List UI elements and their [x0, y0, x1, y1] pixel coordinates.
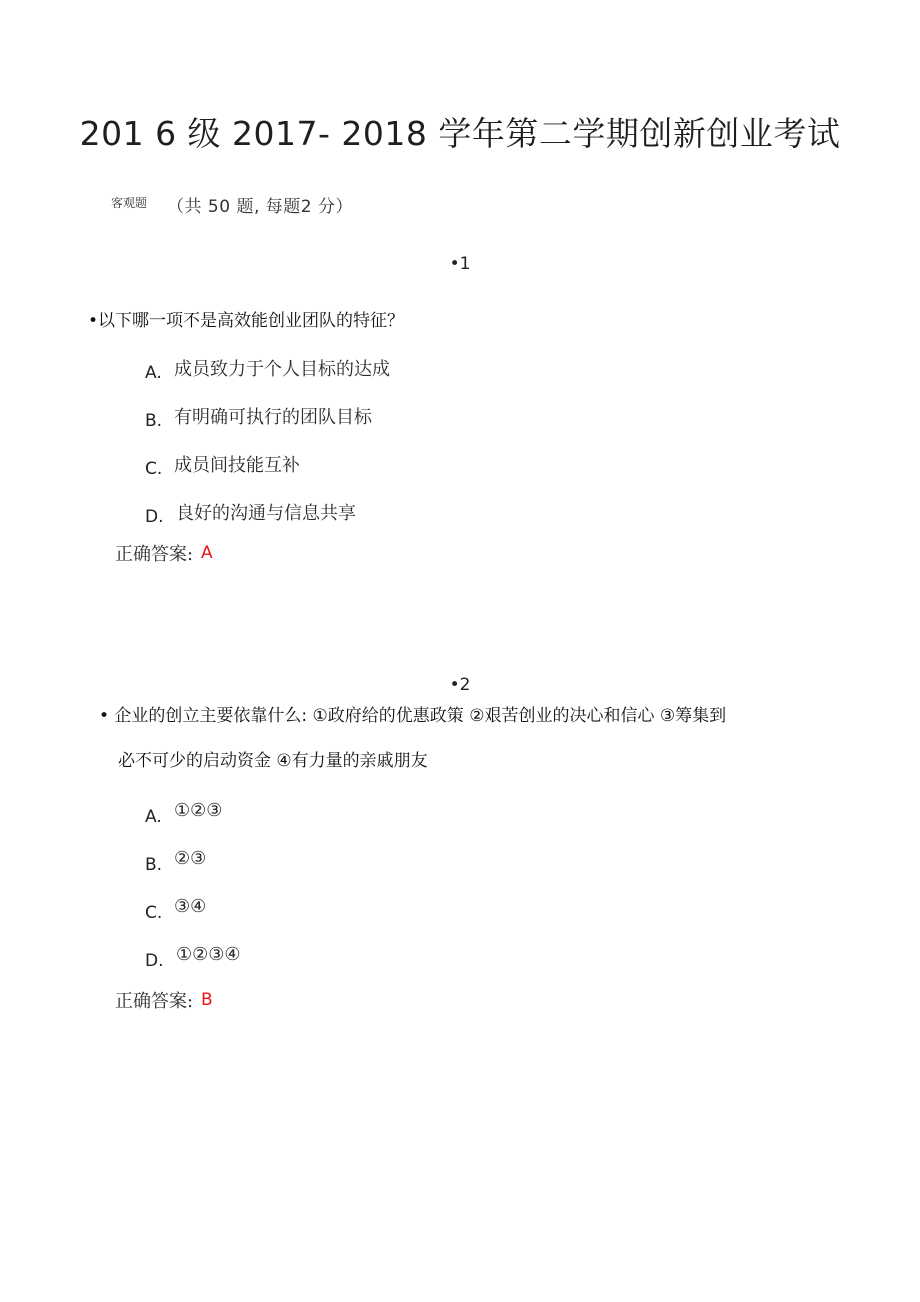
option-letter: D. [145, 951, 164, 971]
option-letter: C. [145, 903, 163, 923]
option-text: 有明确可执行的团队目标 [174, 407, 372, 428]
option-text: 成员致力于个人目标的达成 [174, 359, 390, 380]
option-letter: C. [145, 459, 163, 479]
answer-value: B [201, 990, 213, 1010]
option-text: 良好的沟通与信息共享 [176, 503, 356, 524]
option-letter: B. [145, 855, 163, 875]
answer-label: 正确答案: [115, 544, 194, 565]
section-meta: （共 50 题, 每题2 分） [167, 197, 353, 217]
question-text-2-line1: • 企业的创立主要依靠什么: ①政府给的优惠政策 ②艰苦创业的决心和信心 ③筹集到 [99, 706, 727, 726]
answer-value: A [201, 543, 213, 563]
option-letter: B. [145, 411, 163, 431]
answer-label: 正确答案: [115, 991, 194, 1012]
question-text-1: •以下哪一项不是高效能创业团队的特征？ [88, 311, 405, 331]
question-text-2-line2: 必不可少的启动资金 ④有力量的亲戚朋友 [118, 751, 428, 771]
option-text: ②③ [174, 848, 207, 869]
question-number-2: •2 [449, 675, 471, 695]
document-title: 201 6 级 2017- 2018 学年第二学期创新创业考试 [79, 114, 841, 153]
option-letter: A. [145, 363, 162, 383]
option-text: 成员间技能互补 [174, 455, 300, 476]
option-text: ①②③ [174, 800, 223, 821]
option-text: ③④ [174, 896, 207, 917]
option-letter: D. [145, 507, 164, 527]
option-letter: A. [145, 807, 162, 827]
section-label: 客观题 [111, 196, 148, 210]
question-number-1: •1 [449, 254, 471, 274]
option-text: ①②③④ [176, 944, 241, 965]
